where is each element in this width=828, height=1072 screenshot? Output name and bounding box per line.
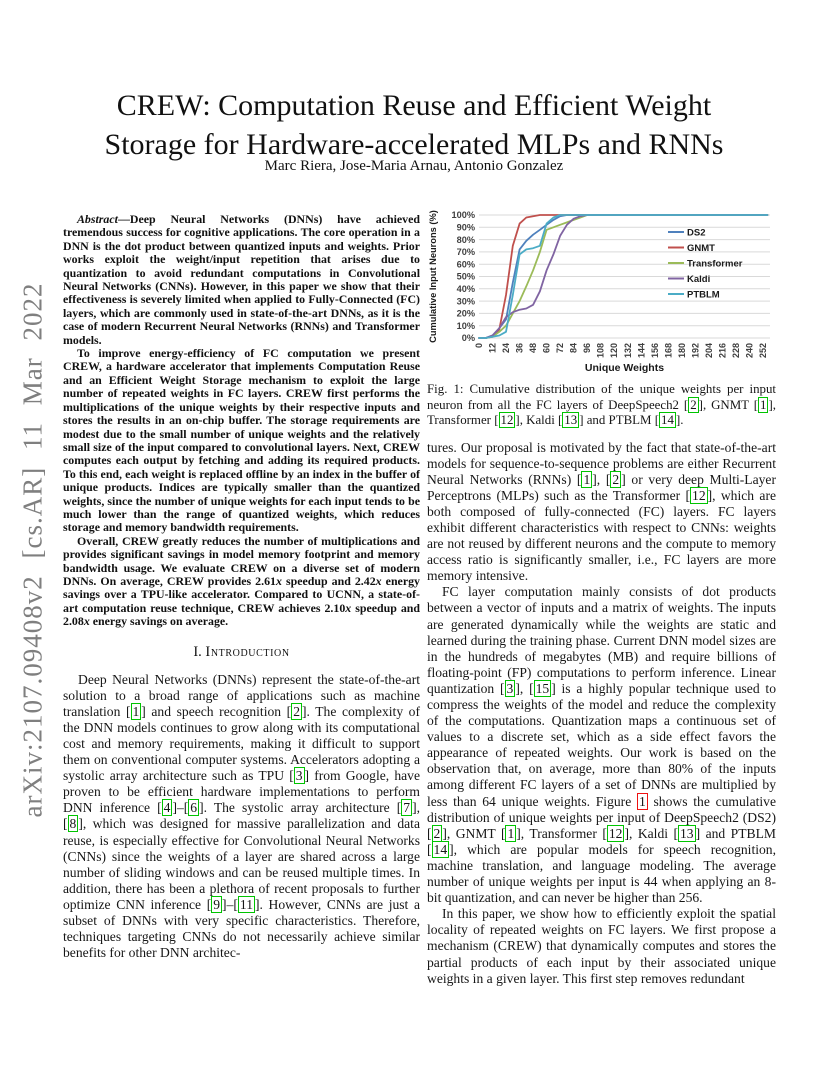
figure-1-chart — [427, 205, 776, 377]
y-tick-label: 60% — [456, 259, 475, 270]
paper-title: CREW: Computation Reuse and Efficient Weight Storage for Hardware-accelerated MLPs and RNNs — [104, 89, 724, 162]
paragraph: FC layer computation mainly consists of dot products between a vector of inputs and a matrix of weights. The inputs are generated dynamically while the weights are static and learned during the training phase. Current DNN model sizes are in the hundreds of megabytes (MB) and require billions of floating-point (FP) computations to perform inference. Linear quantization [ 3 ], [ 15 ] is a highly popular technique used to compress the weights of the model and reduce the complexity of the computations. Quantization maps a continuous set of values to a discrete set, which as a side effect favors the appearance of repeated weights. Our work is based on the observation that, on average, more than 80% of the inputs among different FC layers of a set of DNNs are multiplied by less than 64 unique weights. Figure 1 shows the cumulative distribution of unique weights per input of DeepSpeech2 (DS2) [ 2 ], GNMT [ 1 ], Transformer [ 12 ], Kaldi [ 13 ] and PTBLM [ 14 ], which are popular models for speech recognition, machine translation, and language modeling. The average number of unique weights per input is 44 when applying an 8-bit quantization, and can never be higher than 256. — [427, 584, 777, 906]
paragraph: Deep Neural Networks (DNNs) represent the state-of-the-art solution to a broad range of applications such as machine translation [ 1 ] and speech recognition [ 2 ]. The complexity of the DNN models continues to grow along with its computational cost and memory requirements, making it difficult to support them on conventional computer systems. Accelerators adopting a systolic array architecture such as TPU [ 3 ] from Google, have proven to be efficient hardware implementations to perform DNN inference [ 4 ]–[ 6 ]. The systolic array architecture [ 7 ], [ 8 ], which was designed for massive parallelization and data reuse, is especially effective for Convolutional Neural Networks (CNNs) since the weights of a layer are shared across a large number of sliding windows and can be reused multiple times. In addition, there has been a plethora of recent proposals to further optimize CNN inference [ 9 ]–[ 11 ]. However, CNNs are just a subset of DNNs with very specific characteristics. Therefore, techniques targeting CNNs do not necessarily achieve similar benefits for other DNN architec- — [63, 671, 421, 961]
right-column-text — [427, 440, 776, 987]
citation-link[interactable]: 14 — [661, 413, 674, 427]
italic-text: x — [375, 573, 382, 588]
y-tick-label: 20% — [456, 308, 475, 319]
y-tick-label: 70% — [456, 247, 475, 258]
legend-label: DS2 — [687, 227, 706, 239]
citation-link[interactable]: 15 — [535, 680, 550, 696]
citation-link[interactable]: 12 — [692, 487, 706, 503]
citation-link[interactable]: 13 — [564, 413, 578, 427]
x-tick-label: 192 — [690, 343, 701, 359]
y-tick-label: 10% — [456, 320, 475, 331]
citation-link[interactable]: 12 — [500, 413, 514, 427]
arxiv-watermark: arXiv:2107.09408v2 [cs.AR] 11 Mar 2022 — [17, 282, 48, 818]
y-tick-label: 80% — [456, 234, 475, 245]
x-tick-label: 36 — [514, 343, 525, 354]
x-tick-label: 120 — [609, 343, 620, 359]
figure-1-caption: Fig. 1: Cumulative distribution of the unique weights per input neuron from all the FC layers of DeepSpeech2 [ 2 ], GNMT [ 1 ], Transformer [ 12 ], Kaldi [ 13 ] and PTBLM [ 14 ]. — [427, 382, 776, 427]
y-tick-label: 90% — [456, 222, 475, 233]
citation-link[interactable]: 13 — [680, 825, 694, 841]
paragraph: Abstract—Deep Neural Networks (DNNs) have achieved tremendous success for cognitive applications. The core operation in a DNN is the dot product between quantized inputs and weights. Prior works exploit the weight/input repetition that arises due to quantization to avoid redundant computations in Convolutional Neural Networks (CNNs). However, in this paper we show that their effectiveness is severely limited when applied to Fully-Connected (FC) layers, which are commonly used in state-of-the-art DNNs, as it is the case of modern Recurrent Neural Networks (RNNs) and Transformer models. — [63, 212, 420, 347]
y-axis-label: Cumulative Input Neurons (%) — [428, 210, 438, 343]
citation-link[interactable]: 11 — [239, 896, 253, 912]
italic-text: x — [83, 614, 90, 629]
introduction-text — [63, 672, 420, 962]
citation-link[interactable]: 2 — [433, 825, 441, 841]
citation-link[interactable]: 1 — [507, 825, 515, 841]
x-tick-label: 0 — [474, 343, 484, 349]
x-tick-label: 240 — [744, 343, 755, 359]
citation-link[interactable]: 4 — [163, 800, 171, 816]
section-heading-introduction — [63, 644, 420, 661]
citation-link[interactable]: 1 — [760, 397, 767, 412]
x-tick-label: 72 — [555, 343, 566, 354]
section-number: I. — [193, 643, 202, 660]
x-tick-label: 216 — [717, 343, 728, 359]
x-axis-label: Unique Weights — [584, 362, 665, 374]
x-tick-label: 180 — [676, 343, 687, 359]
figure-1 — [427, 205, 776, 377]
left-column — [63, 213, 420, 961]
y-tick-label: 0% — [461, 333, 475, 344]
citation-link[interactable]: 8 — [69, 816, 77, 832]
citation-link[interactable]: 2 — [293, 703, 300, 719]
legend-label: Transformer — [687, 258, 743, 270]
x-tick-label: 84 — [568, 343, 579, 354]
citation-link[interactable]: 7 — [403, 800, 411, 816]
legend-label: Kaldi — [687, 274, 711, 285]
section-title: Introduction — [205, 643, 290, 660]
x-tick-label: 108 — [595, 343, 606, 359]
x-tick-label: 132 — [622, 343, 633, 359]
x-tick-label: 168 — [663, 343, 674, 359]
x-tick-label: 156 — [649, 343, 660, 359]
citation-link[interactable]: 3 — [295, 768, 303, 784]
citation-link[interactable]: 1 — [583, 471, 591, 487]
x-tick-label: 144 — [636, 343, 647, 359]
legend-label: PTBLM — [687, 289, 720, 301]
citation-link[interactable]: 14 — [433, 841, 448, 857]
paragraph: tures. Our proposal is motivated by the fact that state-of-the-art models for sequence-to-sequence problems are either Recurrent Neural Networks (RNNs) [ 1 ], [ 2 ] or very deep Multi-Layer Perceptrons (MLPs) such as the Transformer [ 12 ], which are both composed of fully-connected (FC) layers. FC layers exhibit different characteristics with respect to CNNs: weights are not reused by different neurons and the compute to memory access ratio is significantly smaller, i.e., FC layers are more memory intensive. — [427, 439, 777, 584]
italic-text: Abstract — [77, 212, 118, 226]
legend-label: GNMT — [687, 243, 715, 254]
x-tick-label: 48 — [528, 343, 539, 354]
figure-link[interactable]: 1 — [638, 793, 646, 809]
right-column — [427, 205, 776, 987]
italic-text: x — [275, 573, 282, 588]
x-tick-label: 96 — [582, 343, 593, 354]
y-tick-label: 50% — [456, 271, 475, 282]
abstract — [63, 213, 420, 629]
citation-link[interactable]: 9 — [213, 896, 221, 912]
x-tick-label: 60 — [541, 343, 552, 354]
x-tick-label: 12 — [487, 343, 498, 354]
citation-link[interactable]: 3 — [506, 680, 514, 696]
paragraph: In this paper, we show how to efficiently exploit the spatial locality of repeated weights on FC layers. We first propose a mechanism (CREW) that dynamically computes and stores the partial products of each input by their associated unique weights in a given layer. This first step removes redundant — [427, 906, 776, 986]
citation-link[interactable]: 2 — [612, 471, 620, 487]
paragraph: Overall, CREW greatly reduces the number of multiplications and provides significant savings in model memory footprint and memory bandwidth usage. We evaluate CREW on a diverse set of modern DNNs. On average, CREW provides 2.61x speedup and 2.42x energy savings over a TPU-like accelerator. Compared to UCNN, a state-of-art computation reuse technique, CREW achieves 2.10x speedup and 2.08x energy savings on average. — [63, 533, 420, 629]
citation-link[interactable]: 1 — [132, 703, 140, 719]
citation-link[interactable]: 6 — [190, 800, 198, 816]
paper-authors: Marc Riera, Jose-Maria Arnau, Antonio Gonzalez — [264, 158, 564, 174]
x-tick-label: 24 — [501, 343, 512, 354]
paragraph: To improve energy-efficiency of FC computation we present CREW, a hardware accelerator that implements Computation Reuse and an Efficient Weight Storage mechanism to exploit the large number of repeated weights in FC layers. CREW first performs the multiplications of the unique weights by their respective inputs and stores the results in an on-chip buffer. The storage requirements are modest due to the small number of unique weights and the relatively small size of the input compared to convolutional layers. Next, CREW computes each output by fetching and adding its required products. To this end, each weight is replaced offline by an index in the buffer of unique products. Indices are typically smaller than the quantized weights, since the number of unique weights for each input tends to be much lower than the range of quantized weights, which reduces storage and memory bandwidth requirements. — [63, 346, 420, 535]
y-tick-label: 40% — [456, 284, 475, 294]
y-tick-label: 100% — [451, 210, 475, 221]
citation-link[interactable]: 2 — [690, 397, 697, 412]
x-tick-label: 228 — [730, 343, 741, 359]
x-tick-label: 252 — [758, 343, 768, 359]
italic-text: x — [345, 600, 352, 615]
citation-link[interactable]: 12 — [608, 825, 623, 841]
x-tick-label: 204 — [703, 343, 714, 359]
y-tick-label: 30% — [456, 296, 475, 307]
